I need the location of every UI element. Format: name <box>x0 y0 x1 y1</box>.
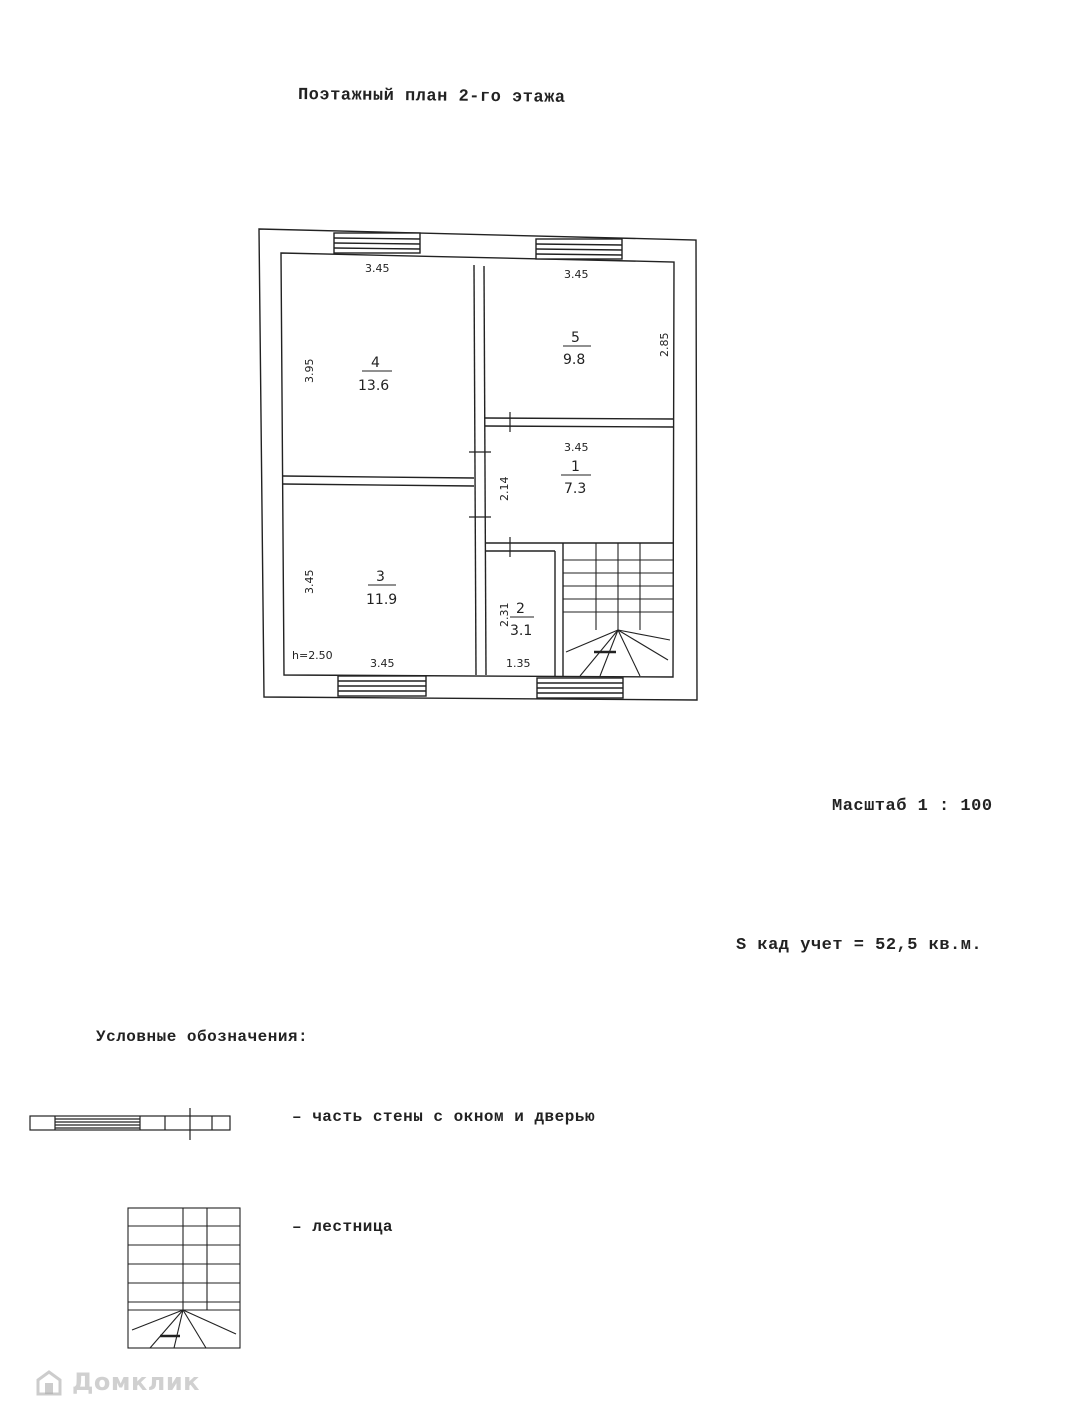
room-1-side-dim: 2.14 <box>498 476 511 501</box>
scale-label: Масштаб 1 : 100 <box>832 797 993 816</box>
window-top-right <box>536 239 622 259</box>
legend-staircase-label: – лестница <box>292 1218 394 1236</box>
window-bottom-left <box>338 676 426 696</box>
room-5-area: 9.8 <box>563 352 586 368</box>
legend-wall-window-door-label: – часть стены с окном и дверью <box>292 1108 596 1126</box>
room-3-area: 11.9 <box>366 592 398 608</box>
outer-wall-outline <box>259 229 697 700</box>
cadastral-area: S кад учет = 52,5 кв.м. <box>736 936 983 955</box>
staircase <box>563 543 673 676</box>
ceiling-height: h=2.50 <box>292 649 333 662</box>
room-5-number: 5 <box>571 330 580 346</box>
legend-wall-symbol <box>30 1108 230 1140</box>
legend-title: Условные обозначения: <box>96 1028 309 1046</box>
room-2-number: 2 <box>516 601 525 617</box>
room-5-side-dim: 2.85 <box>658 332 671 357</box>
room-4-side-dim: 3.95 <box>303 358 316 383</box>
room-2-side-dim: 2.31 <box>498 602 511 627</box>
room-1-top-dim: 3.45 <box>564 441 589 454</box>
domclick-logo-icon <box>34 1368 64 1398</box>
watermark-text: Домклик <box>72 1368 200 1396</box>
room-3-side-dim: 3.45 <box>303 569 316 594</box>
room-4-top-dim: 3.45 <box>365 262 390 275</box>
room-1-area: 7.3 <box>564 481 587 497</box>
room-4-number: 4 <box>371 355 380 371</box>
legend-staircase-symbol <box>128 1208 240 1348</box>
window-bottom-right <box>537 678 623 698</box>
inner-wall-outline <box>281 253 674 677</box>
area-fraction-lines <box>362 346 591 617</box>
room-4-area: 13.6 <box>358 378 390 394</box>
room-3-bottom-dim: 3.45 <box>370 657 395 670</box>
room-5-top-dim: 3.45 <box>564 268 589 281</box>
room-1-number: 1 <box>571 459 580 475</box>
room-2-area: 3.1 <box>510 623 533 639</box>
domclick-watermark <box>34 1368 200 1398</box>
partitions <box>283 265 673 677</box>
window-top-left <box>334 233 420 253</box>
room-2-bottom-dim: 1.35 <box>506 657 531 670</box>
room-3-number: 3 <box>376 569 385 585</box>
plan-title: Поэтажный план 2-го этажа <box>297 86 566 108</box>
